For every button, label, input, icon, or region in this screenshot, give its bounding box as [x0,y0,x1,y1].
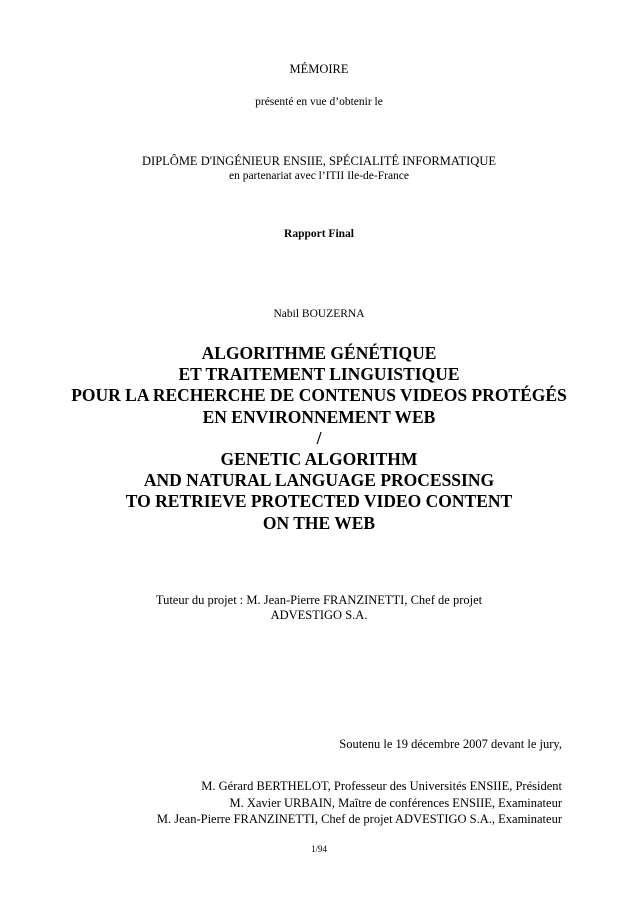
title-line: AND NATURAL LANGUAGE PROCESSING [143,470,495,491]
tutor-line: Tuteur du projet : M. Jean-Pierre FRANZINETTI, Chef de projet [155,593,483,607]
title-line: ALGORITHME GÉNÉTIQUE [201,343,437,363]
author-name: Nabil BOUZERNA [273,308,365,320]
partnership-line: en partenariat avec l’ITII Ile-de-France [228,170,410,182]
title-line: POUR LA RECHERCHE DE CONTENUS VIDEOS PROTÉGÉS [71,385,567,406]
report-type: Rapport Final [284,228,354,240]
title-separator: / [316,427,322,448]
title-line: ET TRAITEMENT LINGUISTIQUE [178,364,460,385]
thesis-title [0,343,638,534]
memoire-heading: MÉMOIRE [289,62,349,76]
title-line: EN ENVIRONNEMENT WEB [202,406,436,427]
jury-member: M. Jean-Pierre FRANZINETTI, Chef de projet ADVESTIGO S.A., Examinateur [156,812,562,826]
diploma-line: DIPLÔME D'INGÉNIEUR ENSIIE, SPÉCIALITÉ INFORMATIQUE [142,154,496,168]
jury-list [157,778,562,828]
tutor-company: ADVESTIGO S.A. [270,608,368,622]
title-line: TO RETRIEVE PROTECTED VIDEO CONTENT [125,491,513,512]
title-line: GENETIC ALGORITHM [220,449,418,470]
jury-member: M. Gérard BERTHELOT, Professeur des Universités ENSIIE, Président [201,779,562,793]
memoire-subtitle: présenté en vue d’obtenir le [255,96,383,108]
jury-member: M. Xavier URBAIN, Maître de conférences ENSIIE, Examinateur [229,795,562,810]
page-number: 1/94 [310,844,327,854]
defense-statement: Soutenu le 19 décembre 2007 devant le jury, [339,737,562,751]
title-line: ON THE WEB [262,512,376,533]
